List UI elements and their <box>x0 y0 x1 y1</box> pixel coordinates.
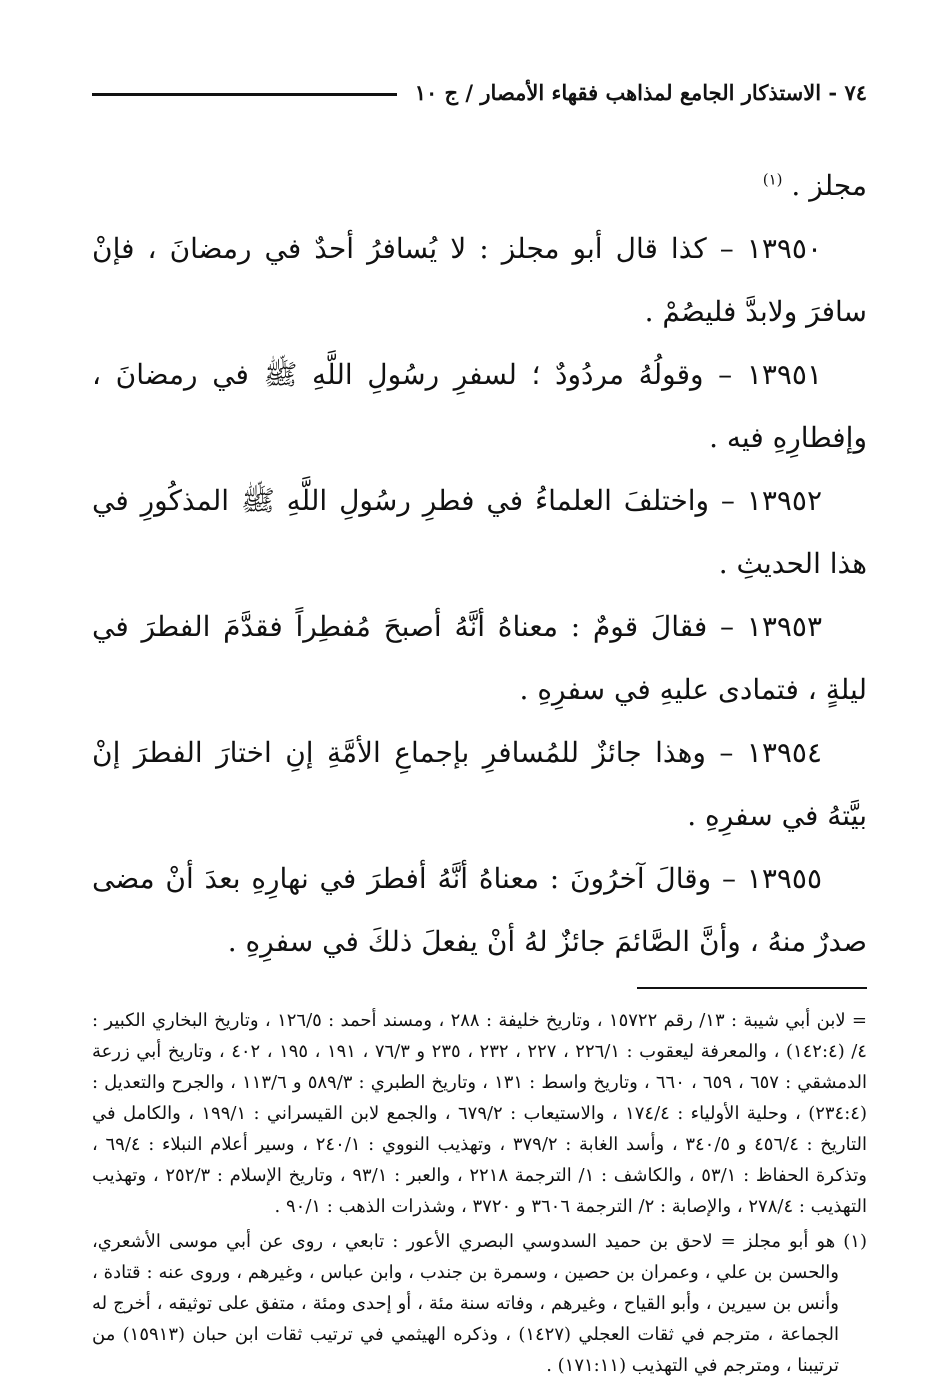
paragraph-13951: ١٣٩٥١ – وقولُهُ مردُودٌ ؛ لسفرِ رسُولِ اللَّهِ ﷺ في رمضانَ ، وإفطارِهِ فيه . <box>92 358 867 454</box>
paragraph-13955: ١٣٩٥٥ – وقالَ آخرُونَ : معناهُ أنَّهُ أفطرَ في نهارِهِ بعدَ أنْ مضى صدرٌ منهُ ، وأنَّ الصَّائمَ جائزٌ لهُ أنْ يفعلَ ذلكَ في سفرِهِ . <box>92 862 867 958</box>
book-page <box>92 70 867 1381</box>
paragraph-continuation <box>92 154 867 217</box>
main-text <box>92 154 867 973</box>
footnote-1: (١) هو أبو مجلز = لاحق بن حميد السدوسي البصري الأعور : تابعي ، روى عن أبي موسى الأشعري، والحسن بن علي ، وعمران بن حصين ، وسمرة بن جندب ، وابن عباس ، وغيرهم ، وروى عنه : قتادة ، وأنس بن سيرين ، وأبو القياح ، وغيرهم ، وفاته سنة مئة ، أو إحدى ومئة ، متفق على توثيقه ، أخرج له الجماعة ، مترجم في ثقات العجلي (١٤٢٧) ، وذكره الهيثمي في ترتيب ثقات ابن حبان (١٥٩١٣) من ترتيبنا ، ومترجم في التهذيب (١٧١:١١) . <box>92 1231 867 1376</box>
footnote-separator <box>637 987 867 989</box>
header-rule <box>92 93 397 96</box>
paragraph-13950: ١٣٩٥٠ – كذا قال أبو مجلز : لا يُسافرُ أحدٌ في رمضانَ ، فإنْ سافرَ ولابدَّ فليصُمْ . <box>92 232 867 328</box>
footnote-reference: (١) <box>762 170 783 189</box>
paragraph-13952: ١٣٩٥٢ – واختلفَ العلماءُ في فطرِ رسُولِ اللَّهِ ﷺ المذكُورِ في هذا الحديثِ . <box>92 484 867 580</box>
paragraph-13954: ١٣٩٥٤ – وهذا جائزٌ للمُسافرِ بإجماعِ الأمَّةِ إنِ اختارَ الفطرَ إنْ بيَّتهُ في سفرِهِ . <box>92 736 867 832</box>
page-header-title: ٧٤ - الاستذكار الجامع لمذاهب فقهاء الأمصار / ج ١٠ <box>414 79 867 105</box>
paragraph-13953: ١٣٩٥٣ – فقالَ قومٌ : معناهُ أنَّهُ أصبحَ مُفطِراً فقدَّمَ الفطرَ في ليلةٍ ، فتمادى عليهِ في سفرِهِ . <box>92 610 867 706</box>
running-header <box>92 70 867 114</box>
paragraph-text: مجلز . <box>791 169 867 202</box>
footnote-continuation: = لابن أبي شيبة : ١٣/ رقم ١٥٧٢٢ ، وتاريخ خليفة : ٢٨٨ ، ومسند أحمد : ١٢٦/٥ ، وتاريخ البخاري الكبير : ٤/ (١٤٢:٤) ، والمعرفة ليعقوب : ٢٢٦/١ ، ٢٢٧ ، ٢٣٢ ، ٢٣٥ و ٧٦/٣ ، ١٩١ ، ١٩٥ ، ٤٠٢ ، وتاريخ أبي زرعة الدمشقي : ٦٥٧ ، ٦٥٩ ، ٦٦٠ ، وتاريخ واسط : ١٣١ ، وتاريخ الطبري : ٥٨٩/٣ و ١١٣/٦ ، والجرح والتعديل : (٢٣٤:٤) ، وحلية الأولياء : ١٧٤/٤ ، والاستيعاب : ٦٧٩/٢ ، والجمع لابن القيسراني : ١٩٩/١ ، والكامل في التاريخ : ٤٥٦/٤ و ٣٤٠/٥ ، وأسد الغابة : ٣٧٩/٢ ، وتهذيب النووي : ٢٤٠/١ ، وسير أعلام النبلاء : ٦٩/٤ ، وتذكرة الحفاظ : ٥٣/١ ، والكاشف : ١/ الترجمة ٢٢١٨ ، والعبر : ٩٣/١ ، وتاريخ الإسلام : ٢٥٢/٣ ، وتهذيب التهذيب : ٢٧٨/٤ ، والإصابة : ٢/ الترجمة ٣٦٠٦ و ٣٧٢٠ ، وشذرات الذهب : ٩٠/١ . <box>92 1010 868 1217</box>
footnotes <box>92 1005 867 1381</box>
